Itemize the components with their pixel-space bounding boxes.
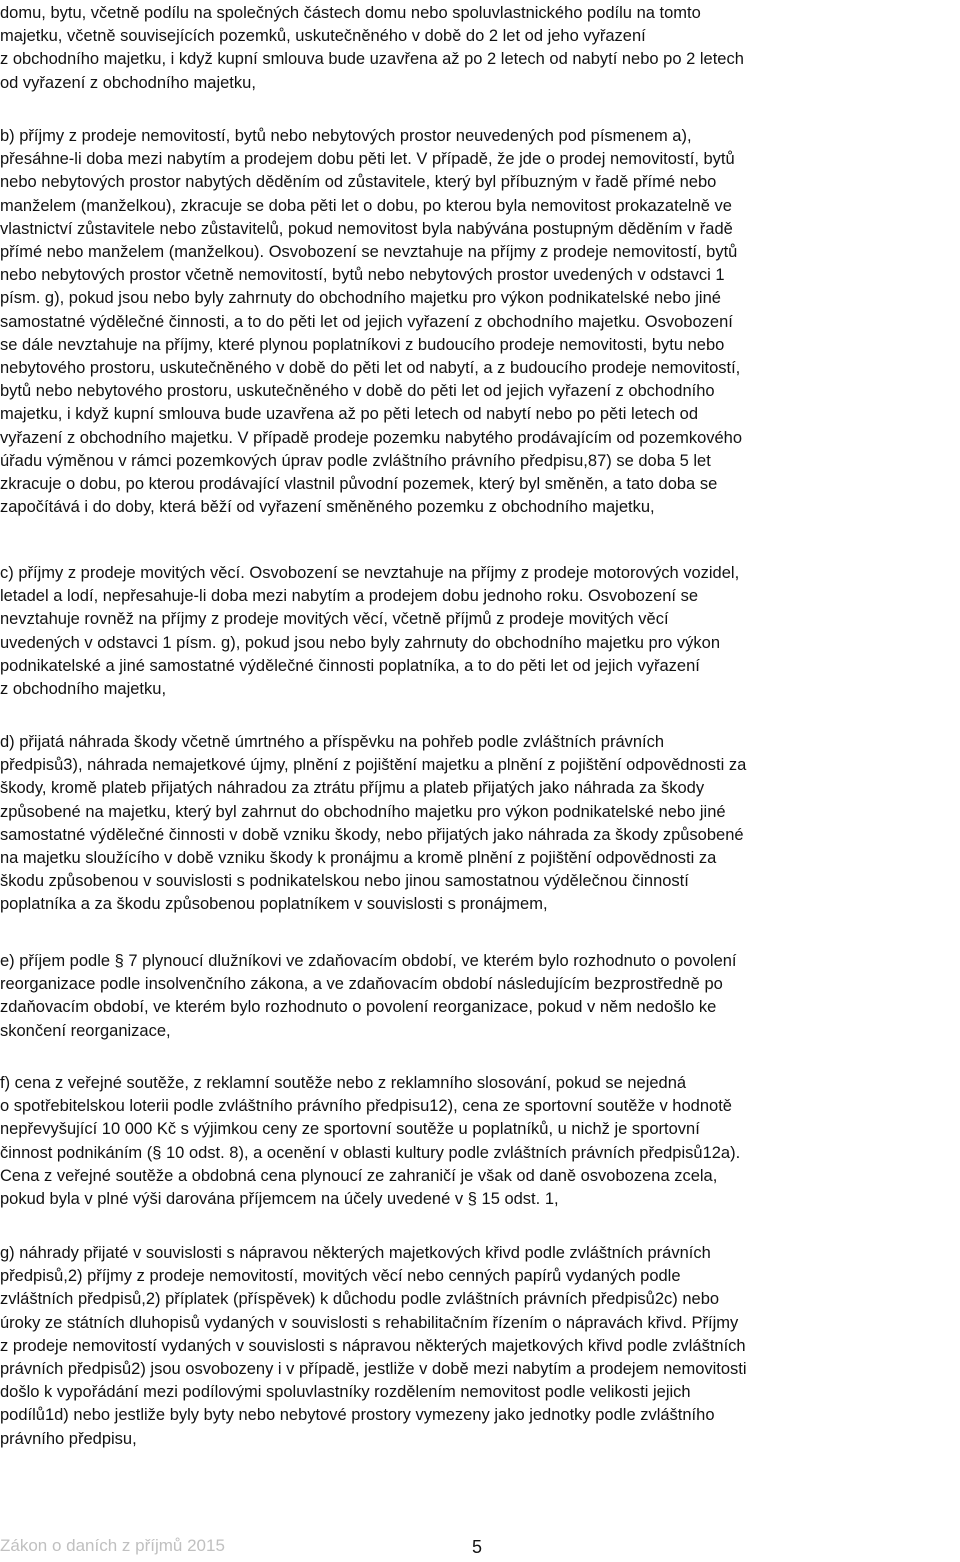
text-line: majetku, i když kupní smlouva bude uzavřena až po pěti letech od nabytí nebo po pěti letech od — [0, 405, 699, 424]
text-line: předpisů,2) příjmy z prodeje nemovitostí, movitých věcí nebo cenných papírů vydaných podle — [0, 1267, 681, 1286]
text-line: škodu způsobenou v souvislosti s podnikatelskou nebo jinou samostatnou výdělečnou činností — [0, 872, 689, 891]
paragraph-c — [0, 562, 960, 701]
text-line: nepřevyšující 10 000 Kč s výjimkou ceny ze sportovní soutěže u poplatníků, u nichž je sportovní — [0, 1120, 700, 1139]
text-line: zkracuje o dobu, po kterou prodávající vlastnil původní pozemek, který byl směněn, a tato doba se — [0, 475, 718, 494]
text-line: uvedených v odstavci 1 písm. g), pokud jsou nebo byly zahrnuty do obchodního majetku pro výkon — [0, 633, 721, 652]
text-line: skončení reorganizace, — [0, 1021, 171, 1040]
text-line: započítává i do doby, která běží od vyřazení směněného pozemku z obchodního majetku, — [0, 498, 655, 517]
paragraph-a-continuation — [0, 2, 960, 95]
text-line: e) příjem podle § 7 plynoucí dlužníkovi ve zdaňovacím období, ve kterém bylo rozhodnuto o povolení — [0, 952, 737, 970]
text-line: d) přijatá náhrada škody včetně úmrtného a příspěvku na pohřeb podle zvláštních právních — [0, 733, 665, 751]
footer-document-title: Zákon o daních z příjmů 2015 — [0, 1536, 225, 1555]
text-line: z prodeje nemovitostí vydaných v souvislosti s nápravou některých majetkových křivd podle zvláštních — [0, 1336, 746, 1355]
text-line: podílů1d) nebo jestliže byly byty nebo nebytové prostory vymezeny jako jednotky podle zvláštního — [0, 1406, 715, 1425]
text-line: manželem (manželkou), zkracuje se doba pěti let o dobu, po kterou byla nemovitost prokazatelně ve — [0, 196, 732, 215]
text-line: z obchodního majetku, i když kupní smlouva bude uzavřena až po 2 letech od nabytí nebo po 2 letech — [0, 50, 744, 69]
text-line: způsobené na majetku, který byl zahrnut do obchodního majetku pro výkon podnikatelské nebo jiné — [0, 802, 726, 821]
text-line: b) příjmy z prodeje nemovitostí, bytů nebo nebytových prostor neuvedených pod písmenem a), — [0, 127, 692, 145]
text-line: úroky ze státních dluhopisů vydaných v souvislosti s rehabilitačním řízením o nápravách křivd. Příjmy — [0, 1313, 739, 1332]
text-line: nebytového prostoru, uskutečněného v době do pěti let od nabytí, a z budoucího prodeje nemovitostí, — [0, 359, 741, 378]
text-line: právního předpisu, — [0, 1429, 137, 1448]
paragraph-f — [0, 1072, 960, 1211]
text-line: zvláštních předpisů,2) příplatek (příspěvek) k důchodu podle zvláštních právních předpisů2c) nebo — [0, 1290, 720, 1309]
text-line: poplatníka a za škodu způsobenou poplatníkem v souvislosti s pronájmem, — [0, 895, 548, 914]
text-line: úřadu výměnou v rámci pozemkových úprav podle zvláštního právního předpisu,87) se doba 5 let — [0, 451, 711, 470]
text-line: došlo k vypořádání mezi podílovými spoluvlastníky rozdělením nemovitost podle velikosti jejich — [0, 1383, 691, 1402]
text-line: samostatné výdělečné činnosti v době vzniku škody, nebo přijatých jako náhrada za škody způsobené — [0, 825, 744, 844]
text-line: Cena z veřejné soutěže a obdobná cena plynoucí ze zahraničí je však od daně osvobozena zcela, — [0, 1166, 718, 1185]
text-line: zdaňovacím období, ve kterém bylo rozhodnuto o povolení reorganizace, pokud v něm nedošlo ke — [0, 998, 717, 1017]
text-line: předpisů3), náhrada nemajetkové újmy, plnění z pojištění majetku a plnění z pojištění odpovědnosti za — [0, 756, 747, 775]
text-line: nevztahuje rovněž na příjmy z prodeje movitých věcí, včetně příjmů z prodeje movitých věcí — [0, 610, 669, 629]
text-line: právních předpisů2) jsou osvobozeny i v případě, jestliže v době mezi nabytím a prodejem nemovitosti — [0, 1360, 747, 1379]
text-line: se dále nevztahuje na příjmy, které plynou poplatníkovi z budoucího prodeje nemovitosti, bytu nebo — [0, 335, 725, 354]
text-line: písm. g), pokud jsou nebo byly zahrnuty do obchodního majetku pro výkon podnikatelské nebo jiné — [0, 289, 721, 308]
paragraph-d — [0, 731, 960, 917]
text-line: g) náhrady přijaté v souvislosti s nápravou některých majetkových křivd podle zvláštních právních — [0, 1244, 711, 1262]
text-line: na majetku sloužícího v době vzniku škody k pronájmu a kromě plnění z pojištění odpovědnosti za — [0, 849, 717, 868]
text-line: nebo nebytových prostor nabytých děděním od zůstavitele, který byl příbuzným v řadě přímé nebo — [0, 173, 717, 192]
text-line: přesáhne-li doba mezi nabytím a prodejem dobu pěti let. V případě, že jde o prodej nemovitostí, bytů — [0, 150, 735, 169]
text-line: nebo nebytových prostor včetně nemovitostí, bytů nebo nebytových prostor uvedených v odstavci 1 — [0, 266, 725, 285]
text-line: reorganizace podle insolvenčního zákona, a ve zdaňovacím období následujícím bezprostředně po — [0, 975, 723, 994]
text-line: samostatné výdělečné činnosti, a to do pěti let od jejich vyřazení z obchodního majetku. Osvobození — [0, 312, 733, 331]
text-line: o spotřebitelskou loterii podle zvláštního právního předpisu12), cena ze sportovní soutěže v hodnotě — [0, 1097, 732, 1116]
paragraph-b — [0, 125, 960, 519]
text-line: domu, bytu, včetně podílu na společných částech domu nebo spoluvlastnického podílu na tomto — [0, 4, 701, 22]
text-line: škody, kromě plateb přijatých náhradou za ztrátu příjmu a plateb přijatých jako náhrada za škody — [0, 779, 705, 798]
paragraph-g — [0, 1242, 960, 1451]
text-line: z obchodního majetku, — [0, 680, 167, 699]
text-line: c) příjmy z prodeje movitých věcí. Osvobození se nevztahuje na příjmy z prodeje motorových vozidel, — [0, 564, 740, 582]
text-line: f) cena z veřejné soutěže, z reklamní soutěže nebo z reklamního slosování, pokud se nejedná — [0, 1074, 687, 1092]
text-line: majetku, včetně souvisejících pozemků, uskutečněného v době do 2 let od jeho vyřazení — [0, 27, 646, 46]
footer-page-number: 5 — [472, 1537, 483, 1557]
text-line: vlastnictví zůstavitele nebo zůstavitelů, pokud nemovitost byla nabývána postupným děděním v řadě — [0, 219, 733, 238]
paragraph-e — [0, 950, 960, 1043]
text-line: pokud byla v plné výši darována příjemcem na účely uvedené v § 15 odst. 1, — [0, 1190, 559, 1209]
text-line: činnost podnikáním (§ 10 odst. 8), a ocenění v oblasti kultury podle zvláštních právních předpisů12a). — [0, 1143, 741, 1162]
text-line: letadel a lodí, nepřesahuje-li doba mezi nabytím a prodejem dobu jednoho roku. Osvobození se — [0, 587, 699, 606]
text-line: přímé nebo manželem (manželkou). Osvobození se nevztahuje na příjmy z prodeje nemovitostí, bytů — [0, 243, 738, 262]
text-line: vyřazení z obchodního majetku. V případě prodeje pozemku nabytého prodávajícím od pozemkového — [0, 428, 743, 447]
text-line: od vyřazení z obchodního majetku, — [0, 73, 256, 92]
text-line: podnikatelské a jiné samostatné výdělečné činnosti poplatníka, a to do pěti let od jejich vyřazení — [0, 656, 700, 675]
text-line: bytů nebo nebytového prostoru, uskutečněného v době do pěti let od jejich vyřazení z obchodního — [0, 382, 715, 401]
